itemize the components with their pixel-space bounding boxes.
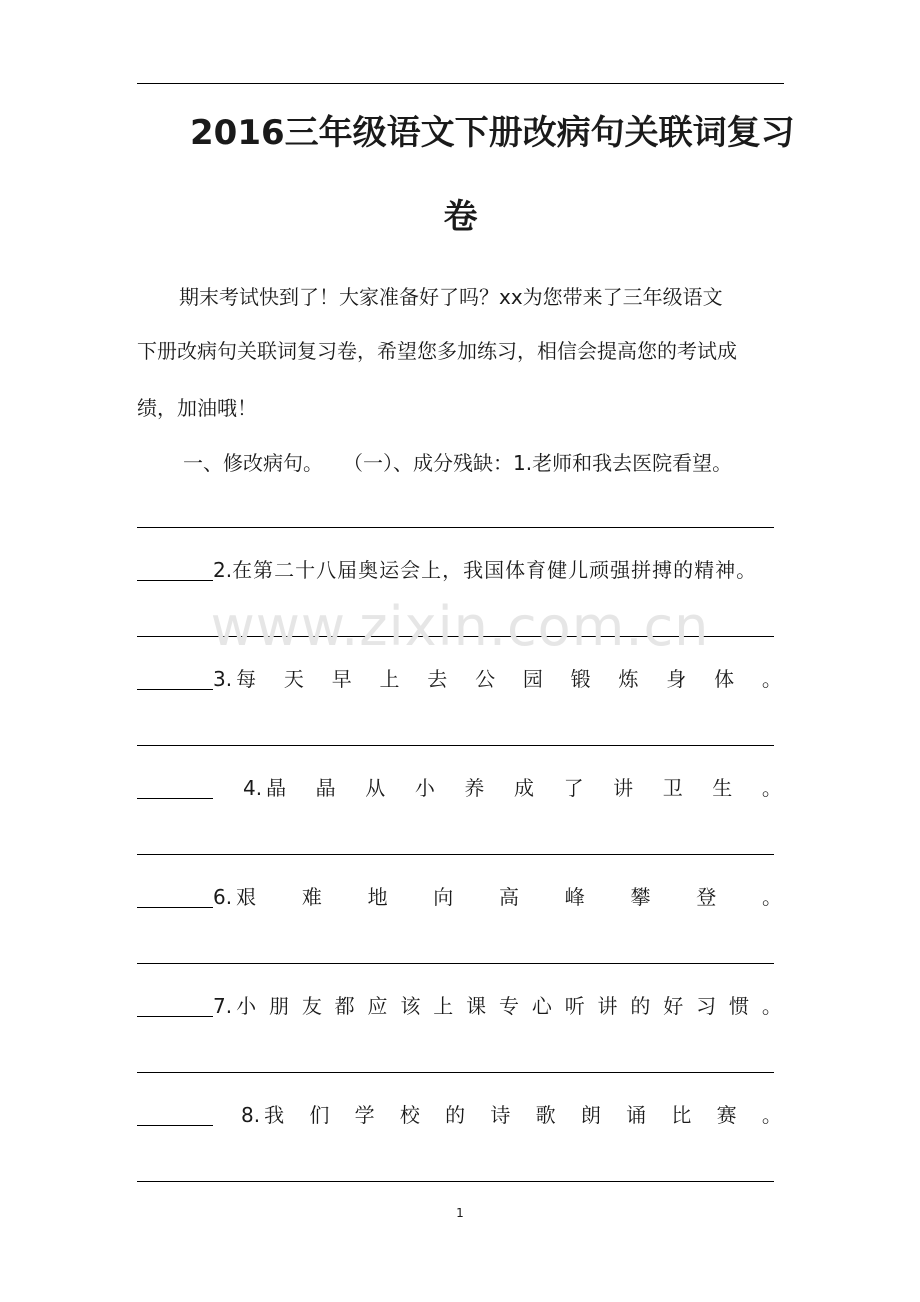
question-char: 比 [671, 1103, 692, 1127]
question-char: 成 [513, 776, 534, 800]
question-char: 炼 [618, 667, 639, 691]
answer-line-tail [137, 1125, 213, 1126]
answer-line-tail [137, 907, 213, 908]
question-char: 去 [427, 667, 448, 691]
question-char: 诗 [490, 1103, 511, 1127]
question-char: 课 [466, 994, 487, 1018]
section-heading: 一、修改病句。 （一）、成分残缺：1.老师和我去医院看望。 [183, 451, 733, 475]
question-char: 生 [712, 776, 733, 800]
question-char: 上 [379, 667, 400, 691]
question-char: 卫 [662, 776, 683, 800]
question-char: 诵 [626, 1103, 647, 1127]
question-char: 小 [414, 776, 435, 800]
question-char: 从 [365, 776, 386, 800]
question-char: 。 [761, 885, 782, 909]
question-char: 朋 [268, 994, 289, 1018]
question-char: 攀 [630, 885, 651, 909]
question-text: 在第二十八届奥运会上，我国体育健儿顽强拼搏的精神。 [232, 558, 758, 582]
question-char: 难 [301, 885, 322, 909]
intro-line-1: 期末考试快到了！大家准备好了吗？xx为您带来了三年级语文 [179, 285, 723, 309]
question-char: 心 [531, 994, 552, 1018]
answer-line [137, 1181, 774, 1182]
question-char: 早 [331, 667, 352, 691]
question-char: 天 [283, 667, 304, 691]
question-char: 我 [264, 1103, 285, 1127]
question-char: 赛 [716, 1103, 737, 1127]
question-char: 讲 [597, 994, 618, 1018]
question-char: 应 [367, 994, 388, 1018]
question-text [260, 1100, 782, 1130]
question-number: 4. [243, 776, 263, 800]
question-text [232, 991, 782, 1021]
question-row [137, 773, 782, 803]
question-char: 学 [354, 1103, 375, 1127]
answer-line-tail [137, 689, 213, 690]
question-char: 地 [367, 885, 388, 909]
question-char: 们 [309, 1103, 330, 1127]
question-char: 都 [334, 994, 355, 1018]
question-char: 每 [236, 667, 257, 691]
question-char: 锻 [570, 667, 591, 691]
question-char: 登 [696, 885, 717, 909]
watermark: www.zixin.com.cn [210, 595, 710, 658]
question-char: 身 [666, 667, 687, 691]
question-char: 朗 [580, 1103, 601, 1127]
question-char: 晶 [266, 776, 287, 800]
question-char: 。 [761, 667, 782, 691]
question-char: 好 [663, 994, 684, 1018]
question-char: 晶 [315, 776, 336, 800]
question-char: 峰 [564, 885, 585, 909]
question-char: 的 [445, 1103, 466, 1127]
document-title-line-1: 2016三年级语文下册改病句关联词复习 [190, 113, 795, 153]
answer-line-tail [137, 580, 213, 581]
answer-line [137, 854, 774, 855]
question-number: 8. [241, 1103, 261, 1127]
page-number: 1 [456, 1206, 464, 1220]
answer-line [137, 745, 774, 746]
question-char: 习 [696, 994, 717, 1018]
question-char: 的 [630, 994, 651, 1018]
question-row [137, 664, 782, 694]
question-char: 。 [761, 776, 782, 800]
answer-line-tail [137, 1016, 213, 1017]
question-text [232, 882, 782, 912]
header-rule [137, 83, 784, 84]
question-row [137, 991, 782, 1021]
question-char: 小 [236, 994, 257, 1018]
question-row [137, 1100, 782, 1130]
question-char: 体 [714, 667, 735, 691]
answer-line [137, 636, 774, 637]
question-char: 校 [399, 1103, 420, 1127]
question-char: 上 [433, 994, 454, 1018]
question-char: 听 [564, 994, 585, 1018]
question-char: 友 [301, 994, 322, 1018]
answer-line [137, 963, 774, 964]
question-char: 向 [433, 885, 454, 909]
question-row [137, 882, 782, 912]
question-char: 惯 [728, 994, 749, 1018]
document-title-line-2: 卷 [443, 197, 478, 237]
answer-line [137, 527, 774, 528]
question-char: 高 [499, 885, 520, 909]
question-char: 养 [464, 776, 485, 800]
question-row [137, 555, 782, 585]
intro-line-3: 绩，加油哦！ [137, 396, 257, 420]
question-char: 公 [475, 667, 496, 691]
question-char: 。 [761, 1103, 782, 1127]
question-char: 专 [498, 994, 519, 1018]
question-number: 2. [213, 558, 233, 582]
question-char: 了 [563, 776, 584, 800]
intro-line-2: 下册改病句关联词复习卷，希望您多加练习，相信会提高您的考试成 [137, 339, 737, 363]
answer-line [137, 1072, 774, 1073]
question-number: 3. [213, 667, 233, 691]
question-char: 园 [522, 667, 543, 691]
question-text [262, 773, 782, 803]
question-number: 7. [213, 994, 233, 1018]
question-char: 该 [400, 994, 421, 1018]
question-char: 艰 [236, 885, 257, 909]
answer-line-tail [137, 798, 213, 799]
question-number: 6. [213, 885, 233, 909]
question-char: 。 [761, 994, 782, 1018]
question-char: 讲 [613, 776, 634, 800]
question-text [232, 664, 782, 694]
question-char: 歌 [535, 1103, 556, 1127]
